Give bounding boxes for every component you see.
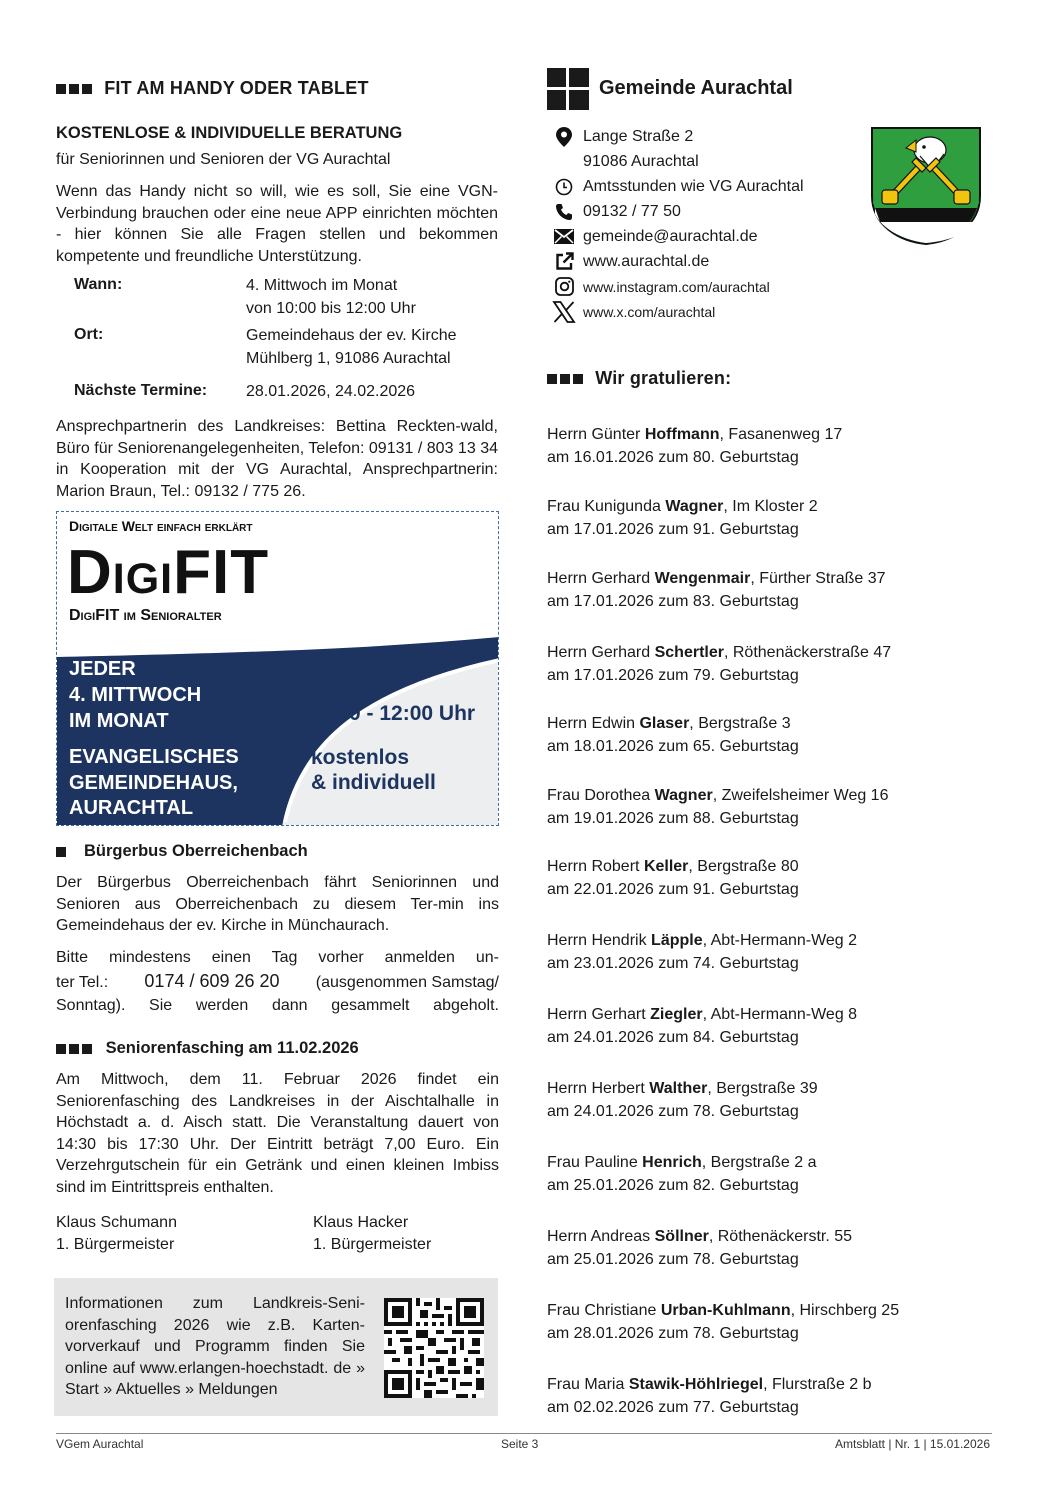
info-box [54,1278,498,1416]
bus-phone-number: 0174 / 609 26 20 [144,970,280,991]
congrats-entry: Frau Kunigunda Wagner, Im Kloster 2 am 17.01.2026 zum 91. Geburtstag [547,498,818,538]
coat-of-arms-icon [870,126,982,246]
congrats-entry: Frau Dorothea Wagner, Zweifelsheimer Weg 16 am 19.01.2026 zum 88. Geburtstag [547,787,889,827]
phone-icon [555,203,573,221]
gemeinde-title: Gemeinde Aurachtal [599,77,793,99]
digifit-time: 10:00 - 12:00 Uhr [307,702,476,725]
footer-divider [56,1433,992,1434]
digifit-logo: DigiFIT [67,538,270,607]
x-row[interactable]: www.x.com/aurachtal [545,299,865,324]
digifit-tagline: Digitale Welt einfach erklärt [69,518,253,534]
intro-paragraph: Wenn das Handy nicht so will, wie es soll, Sie eine VGN-Verbindung brauchen oder eine neue APP einrichten möchten - hier können Sie alle Fragen stellen und bekommen kompetente und freundliche Unterstützung. [56,183,498,265]
info-box-text: Informationen zum Landkreis-Seni-orenfasching 2026 wie z.B. Karten-vorverkauf und Programm finden Sie online auf www.erlangen-hoechstadt. de » Start » Aktuelles » Meldungen [65,1295,365,1398]
bus-paragraph-2: Bitte mindestens einen Tag vorher anmelden un- ter Tel.: 0174 / 609 26 20 (ausgenommen Samstag/ Sonntag). Sie werden dann gesammelt abgeholt. [56,949,499,1014]
congrats-entry: Herrn Günter Hoffmann, Fasanenweg 17 am 16.01.2026 zum 80. Geburtstag [547,426,843,466]
digifit-where: EVANGELISCHES GEMEINDEHAUS, AURACHTAL [69,746,239,819]
digifit-kostenlos: kostenlos & individuell [311,746,436,794]
footer-page-number: Seite 3 [501,1437,539,1451]
termine-label: Nächste Termine: [74,382,208,399]
signature-schumann: Klaus Schumann 1. Bürgermeister [56,1214,177,1253]
termine-value: 28.01.2026, 24.02.2026 [246,383,416,400]
web-row[interactable]: www.aurachtal.de [545,249,865,274]
location-pin-icon [556,127,572,147]
clock-icon [555,178,573,196]
contact-paragraph: Ansprechpartnerin des Landkreises: Bettina Reckten-wald, Büro für Seniorenangelegenheiten, Telefon: 09131 / 803 13 34 in Kooperation mit der VG Aurachtal, Ansprechpartnerin: Marion Braun, Tel.: 09132 / 775 26. [56,418,498,500]
qr-code-icon[interactable] [384,1298,484,1398]
footer-right: Amtsblatt | Nr. 1 | 15.01.2026 [835,1437,990,1451]
section-heading-fit: FIT AM HANDY ODER TABLET [56,78,369,99]
congrats-heading: Wir gratulieren: [547,368,731,389]
instagram-row[interactable]: www.instagram.com/aurachtal [545,274,865,299]
congrats-entry: Herrn Gerhard Wengenmair, Fürther Straße 37 am 17.01.2026 zum 83. Geburtstag [547,570,886,610]
external-link-icon [555,252,574,271]
bus-paragraph-1: Der Bürgerbus Oberreichenbach fährt Seniorinnen und Senioren aus Oberreichenbach zu diesem Ter-min ins Gemeindehaus der ev. Kirche in Münchaurach. [56,874,499,934]
bullet-square-icon [56,847,66,857]
congrats-entry: Herrn Hendrik Läpple, Abt-Hermann-Weg 2 am 23.01.2026 zum 74. Geburtstag [547,932,858,972]
congrats-entry: Herrn Andreas Söllner, Röthenäckerstr. 55 am 25.01.2026 zum 78. Geburtstag [547,1228,853,1268]
digifit-when: JEDER 4. MITTWOCH IM MONAT [69,658,202,732]
congrats-entry: Herrn Gerhard Schertler, Röthenäckerstraße 47 am 17.01.2026 zum 79. Geburtstag [547,644,892,684]
congrats-entry: Frau Maria Stawik-Höhlriegel, Flurstraße 2 b am 02.02.2026 zum 77. Geburtstag [547,1376,872,1416]
digifit-flyer [56,511,499,826]
congrats-entry: Herrn Herbert Walther, Bergstraße 39 am 24.01.2026 zum 78. Geburtstag [547,1080,818,1120]
digifit-subtitle: DigiFIT im Senioralter [69,607,222,624]
ort-label: Ort: [74,326,104,343]
signature-hacker: Klaus Hacker 1. Bürgermeister [313,1214,432,1253]
congrats-entry: Herrn Edwin Glaser, Bergstraße 3 am 18.01.2026 zum 65. Geburtstag [547,715,799,755]
contact-block [545,124,865,324]
phone-row[interactable]: 09132 / 77 50 [545,199,865,224]
fasching-heading: Seniorenfasching am 11.02.2026 [56,1039,359,1058]
hours-row: Amtsstunden wie VG Aurachtal [545,174,865,199]
ort-value-2: Mühlberg 1, 91086 Aurachtal [246,350,451,367]
congrats-entry: Frau Pauline Henrich, Bergstraße 2 a am 25.01.2026 zum 82. Geburtstag [547,1154,817,1194]
subtitle-senioren: für Seniorinnen und Senioren der VG Aurachtal [56,151,391,168]
footer-left: VGem Aurachtal [56,1437,144,1451]
address-row-2: 91086 Aurachtal [583,152,699,170]
envelope-icon [554,229,574,244]
bus-heading: Bürgerbus Oberreichenbach [56,842,308,861]
x-logo-icon [552,300,576,324]
email-row[interactable]: gemeinde@aurachtal.de [545,224,865,249]
wann-value-2: von 10:00 bis 12:00 Uhr [246,300,416,317]
ort-value-1: Gemeindehaus der ev. Kirche [246,327,457,344]
congrats-entry: Herrn Robert Keller, Bergstraße 80 am 22.01.2026 zum 91. Geburtstag [547,858,799,898]
instagram-icon [555,277,574,296]
congrats-entry: Frau Christiane Urban-Kuhlmann, Hirschberg 25 am 28.01.2026 zum 78. Geburtstag [547,1302,900,1342]
wann-value-1: 4. Mittwoch im Monat [246,277,398,294]
subheading-beratung: KOSTENLOSE & INDIVIDUELLE BERATUNG [56,124,403,142]
congrats-entry: Herrn Gerhart Ziegler, Abt-Hermann-Weg 8 am 24.01.2026 zum 84. Geburtstag [547,1006,858,1046]
fasching-paragraph: Am Mittwoch, dem 11. Februar 2026 findet ein Seniorenfasching des Landkreises in der Aischtalhalle in Höchstadt a. d. Aisch statt. Die Veranstaltung dauert von 14:30 bis 17:30 Uhr. Der Eintritt beträgt 7,00 Euro. Ein Verzehrgutschein für ein Getränk und einen kleinen Imbiss sind im Eintrittspreis enthalten. [56,1071,499,1196]
wann-label: Wann: [74,276,123,293]
address-row: Lange Straße 2 [545,124,865,149]
gemeinde-logo-icon [547,68,589,110]
